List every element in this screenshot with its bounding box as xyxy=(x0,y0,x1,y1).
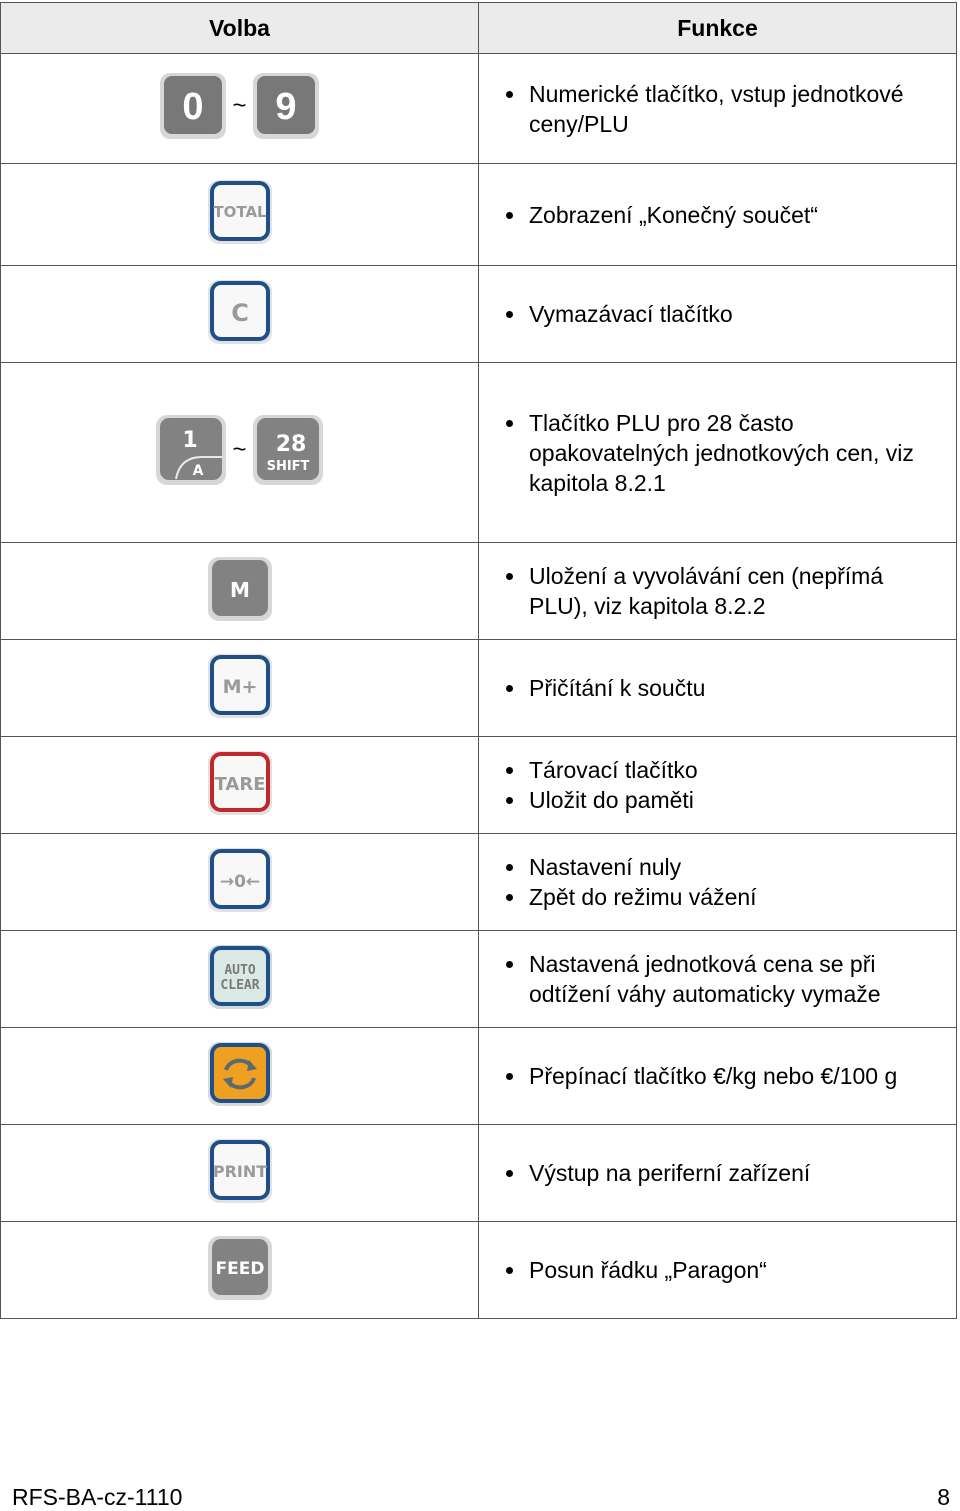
key-cell xyxy=(1,1028,479,1125)
table-row xyxy=(1,931,957,1028)
svg-text:CLEAR: CLEAR xyxy=(219,977,260,993)
key-cell xyxy=(1,164,479,266)
function-cell xyxy=(479,54,957,164)
key-cell xyxy=(1,543,479,640)
table-row xyxy=(1,363,957,543)
table-row xyxy=(1,543,957,640)
function-item: • Přičítání k součtu xyxy=(527,673,936,703)
key-range-tilde: ~ xyxy=(232,92,247,119)
function-item: • Numerické tlačítko, vstup jednotkové ceny/PLU xyxy=(527,79,936,139)
table-row xyxy=(1,834,957,931)
svg-text:28: 28 xyxy=(275,432,306,457)
table-header-row xyxy=(1,3,957,54)
function-cell xyxy=(479,164,957,266)
switch-arrows-icon xyxy=(205,1039,275,1109)
function-item: • Vymazávací tlačítko xyxy=(527,299,936,329)
zero-key-icon xyxy=(205,845,275,915)
function-cell xyxy=(479,363,957,543)
memory-key-icon xyxy=(205,554,275,624)
keys-table xyxy=(0,2,957,1319)
plu-key-28-shift-icon xyxy=(251,413,325,487)
key-cell xyxy=(1,54,479,164)
clear-key-icon xyxy=(205,277,275,347)
print-key-icon xyxy=(205,1136,275,1206)
function-cell xyxy=(479,931,957,1028)
memory-plus-key-icon xyxy=(205,651,275,721)
key-cell xyxy=(1,363,479,543)
function-cell xyxy=(479,834,957,931)
svg-text:C: C xyxy=(230,298,249,327)
function-item: • Tárovací tlačítko xyxy=(527,755,936,785)
function-cell xyxy=(479,1125,957,1222)
key-cell xyxy=(1,266,479,363)
key-cell xyxy=(1,834,479,931)
function-cell xyxy=(479,1222,957,1319)
svg-text:M+: M+ xyxy=(222,675,257,698)
table-row xyxy=(1,266,957,363)
svg-text:1: 1 xyxy=(182,428,199,453)
header-volba: Volba xyxy=(1,3,479,54)
svg-text:TARE: TARE xyxy=(214,773,265,795)
function-cell xyxy=(479,640,957,737)
svg-text:9: 9 xyxy=(274,86,297,128)
tare-key-icon xyxy=(205,748,275,818)
table-row xyxy=(1,54,957,164)
function-item: • Přepínací tlačítko €/kg nebo €/100 g xyxy=(527,1061,936,1091)
key-cell xyxy=(1,931,479,1028)
function-item: • Posun řádku „Paragon“ xyxy=(527,1255,936,1285)
svg-text:→0←: →0← xyxy=(219,871,260,892)
key-cell xyxy=(1,640,479,737)
table-row xyxy=(1,1222,957,1319)
key-cell xyxy=(1,1125,479,1222)
auto-clear-key-icon xyxy=(205,942,275,1012)
function-item: • Výstup na periferní zařízení xyxy=(527,1158,936,1188)
function-cell xyxy=(479,1028,957,1125)
svg-text:TOTAL: TOTAL xyxy=(212,203,267,221)
svg-text:0: 0 xyxy=(182,86,205,128)
key-cell xyxy=(1,1222,479,1319)
table-row xyxy=(1,1028,957,1125)
function-item: • Zobrazení „Konečný součet“ xyxy=(527,200,936,230)
numeric-key-0-icon xyxy=(158,71,228,141)
table-row xyxy=(1,164,957,266)
svg-text:SHIFT: SHIFT xyxy=(266,459,309,474)
table-row xyxy=(1,737,957,834)
function-item: • Nastavená jednotková cena se při odtížení váhy automaticky vymaže xyxy=(527,949,936,1009)
header-funkce: Funkce xyxy=(479,3,957,54)
svg-text:A: A xyxy=(193,463,204,479)
key-range-tilde: ~ xyxy=(232,436,247,463)
svg-text:FEED: FEED xyxy=(215,1258,264,1279)
function-item: • Nastavení nuly xyxy=(527,852,936,882)
plu-key-1-icon xyxy=(154,413,228,487)
total-key-icon xyxy=(205,177,275,247)
svg-text:PRINT: PRINT xyxy=(212,1161,267,1181)
footer-page-number: 8 xyxy=(937,1484,950,1510)
feed-key-icon xyxy=(205,1233,275,1303)
function-cell xyxy=(479,266,957,363)
svg-text:M: M xyxy=(229,577,250,602)
svg-text:AUTO: AUTO xyxy=(223,962,256,978)
function-item: • Uložit do paměti xyxy=(527,785,936,815)
function-item: • Uložení a vyvolávání cen (nepřímá PLU), viz kapitola 8.2.2 xyxy=(527,561,936,621)
function-cell xyxy=(479,737,957,834)
numeric-key-9-icon xyxy=(251,71,321,141)
function-item: • Tlačítko PLU pro 28 často opakovatelných jednotkových cen, viz kapitola 8.2.1 xyxy=(527,408,936,498)
table-row xyxy=(1,640,957,737)
function-cell xyxy=(479,543,957,640)
key-cell xyxy=(1,737,479,834)
function-item: • Zpět do režimu vážení xyxy=(527,882,936,912)
footer-doc-id: RFS-BA-cz-1110 xyxy=(12,1484,183,1510)
table-row xyxy=(1,1125,957,1222)
